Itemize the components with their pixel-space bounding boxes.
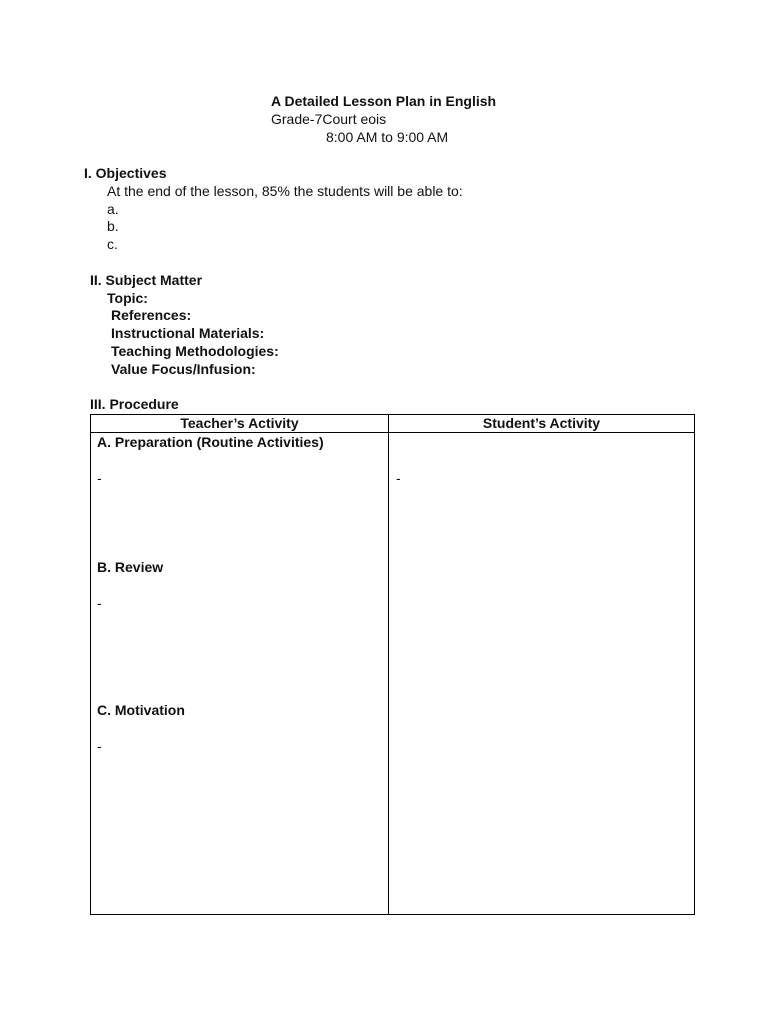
review-teacher-bullet: -	[97, 595, 102, 611]
student-activity-header: Student’s Activity	[482, 415, 601, 431]
objectives-heading: I. Objectives	[84, 165, 167, 181]
objective-item: b.	[107, 218, 119, 234]
procedure-heading: III. Procedure	[90, 396, 179, 412]
document-title: A Detailed Lesson Plan in English	[271, 93, 497, 109]
teacher-activity-header: Teacher’s Activity	[180, 415, 299, 431]
references-label: References:	[111, 307, 192, 323]
procedure-table	[90, 414, 695, 915]
preparation-heading: A. Preparation (Routine Activities)	[97, 434, 324, 450]
instructional-materials-label: Instructional Materials:	[111, 325, 265, 341]
column-divider	[388, 415, 389, 914]
value-focus-label: Value Focus/Infusion:	[111, 361, 256, 377]
teaching-methodologies-label: Teaching Methodologies:	[111, 343, 279, 359]
topic-label: Topic:	[107, 290, 148, 306]
preparation-student-bullet: -	[396, 470, 401, 486]
motivation-teacher-bullet: -	[97, 738, 102, 754]
objectives-intro: At the end of the lesson, 85% the students will be able to:	[107, 183, 463, 199]
subject-matter-heading: II. Subject Matter	[90, 272, 203, 288]
grade-section: Grade-7Court eois	[271, 111, 387, 127]
objective-item: c.	[107, 236, 118, 252]
preparation-teacher-bullet: -	[97, 470, 102, 486]
class-time: 8:00 AM to 9:00 AM	[326, 129, 449, 145]
review-heading: B. Review	[97, 559, 164, 575]
motivation-heading: C. Motivation	[97, 702, 185, 718]
objective-item: a.	[107, 201, 119, 217]
